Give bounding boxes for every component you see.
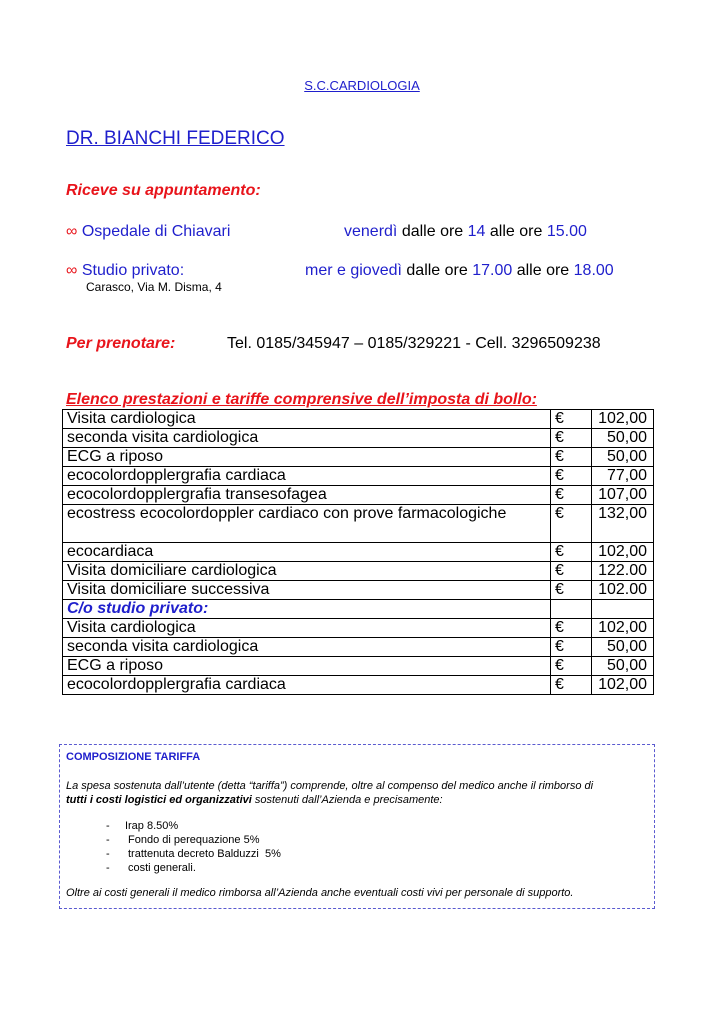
schedule-private <box>305 262 614 280</box>
tariff-list <box>106 819 281 875</box>
table-row <box>63 486 654 505</box>
services-heading: Elenco prestazioni e tariffe comprensive dell’imposta di bollo: <box>66 391 537 408</box>
location-name: Studio privato: <box>81 262 185 279</box>
tariff-intro <box>66 779 646 807</box>
service-price: 102,00 <box>592 676 654 695</box>
euro-symbol: € <box>551 638 592 657</box>
service-price: 102,00 <box>592 410 654 429</box>
service-price: 50,00 <box>592 638 654 657</box>
list-item: - Fondo di perequazione 5% <box>106 834 260 846</box>
tariff-intro-end: sostenuti dall’Azienda e precisamente: <box>251 794 443 806</box>
to-time: 15.00 <box>546 223 587 240</box>
service-name: ecostress ecocolordoppler cardiaco con prove farmacologiche <box>63 505 551 543</box>
euro-symbol: € <box>551 581 592 600</box>
euro-symbol: € <box>551 467 592 486</box>
department-title: S.C.CARDIOLOGIA <box>304 78 420 93</box>
tariff-title: COMPOSIZIONE TARIFFA <box>66 751 201 763</box>
tariff-intro-bold: tutti i costi logistici ed organizzativi <box>66 794 252 806</box>
appointment-heading: Riceve su appuntamento: <box>66 182 261 199</box>
location-name: Ospedale di Chiavari <box>81 223 231 240</box>
from-time: 14 <box>467 223 486 240</box>
to-time: 18.00 <box>573 262 614 279</box>
table-row <box>63 657 654 676</box>
service-name: ecocolordopplergrafia cardiaca <box>63 676 551 695</box>
table-row <box>63 600 654 619</box>
booking-label: Per prenotare: <box>66 335 176 352</box>
location-hospital <box>66 223 230 241</box>
table-row <box>63 467 654 486</box>
service-price: 107,00 <box>592 486 654 505</box>
schedule-days: venerdì <box>344 223 398 240</box>
infinity-bullet-icon: ∞ <box>66 262 78 279</box>
service-name: seconda visita cardiologica <box>63 638 551 657</box>
schedule-hospital <box>344 223 587 241</box>
to-label: alle ore <box>516 262 570 279</box>
euro-symbol: € <box>551 505 592 543</box>
infinity-bullet-icon: ∞ <box>66 223 78 240</box>
euro-symbol: € <box>551 676 592 695</box>
table-row <box>63 619 654 638</box>
euro-symbol: € <box>551 429 592 448</box>
service-price: 102,00 <box>592 543 654 562</box>
service-price: 102,00 <box>592 619 654 638</box>
service-name: ecocolordopplergrafia cardiaca <box>63 467 551 486</box>
euro-symbol: € <box>551 657 592 676</box>
euro-symbol: € <box>551 410 592 429</box>
euro-symbol: € <box>551 562 592 581</box>
euro-symbol: € <box>551 619 592 638</box>
to-label: alle ore <box>489 223 543 240</box>
list-item: - trattenuta decreto Balduzzi 5% <box>106 848 281 860</box>
list-item: - Irap 8.50% <box>106 820 179 832</box>
from-label: dalle ore <box>406 262 468 279</box>
service-name: ecocolordopplergrafia transesofagea <box>63 486 551 505</box>
service-name: Visita domiciliare cardiologica <box>63 562 551 581</box>
location-private <box>66 262 184 280</box>
table-row <box>63 448 654 467</box>
service-name: Visita cardiologica <box>63 410 551 429</box>
table-row <box>63 676 654 695</box>
tariff-intro-text: La spesa sostenuta dall’utente (detta “tariffa”) comprende, oltre al compenso del medico anche il rimborso di <box>66 780 594 792</box>
service-name: seconda visita cardiologica <box>63 429 551 448</box>
table-row <box>63 429 654 448</box>
service-price: 77,00 <box>592 467 654 486</box>
from-time: 17.00 <box>472 262 513 279</box>
service-name: Visita domiciliare successiva <box>63 581 551 600</box>
doctor-name: DR. BIANCHI FEDERICO <box>66 128 285 149</box>
service-price: 102.00 <box>592 581 654 600</box>
euro-symbol: € <box>551 543 592 562</box>
service-price: 50,00 <box>592 429 654 448</box>
table-row <box>63 638 654 657</box>
euro-symbol: € <box>551 448 592 467</box>
service-price: 122.00 <box>592 562 654 581</box>
price-table <box>62 409 654 695</box>
table-row <box>63 543 654 562</box>
private-address: Carasco, Via M. Disma, 4 <box>86 280 222 294</box>
service-price: 50,00 <box>592 657 654 676</box>
from-label: dalle ore <box>401 223 464 240</box>
service-price: 132,00 <box>592 505 654 543</box>
booking-phones: Tel. 0185/345947 – 0185/329221 - Cell. 3296509238 <box>227 335 601 352</box>
service-name: ECG a riposo <box>63 448 551 467</box>
tariff-footer: Oltre ai costi generali il medico rimborsa all’Azienda anche eventuali costi vivi per personale di supporto. <box>66 887 574 899</box>
euro-symbol: € <box>551 486 592 505</box>
service-name: Visita cardiologica <box>63 619 551 638</box>
schedule-days: mer e giovedì <box>305 262 402 279</box>
service-price: 50,00 <box>592 448 654 467</box>
list-item: - costi generali. <box>106 862 196 874</box>
service-name: ecocardiaca <box>63 543 551 562</box>
table-row <box>63 562 654 581</box>
table-row <box>63 505 654 543</box>
service-name: ECG a riposo <box>63 657 551 676</box>
table-row <box>63 581 654 600</box>
table-row <box>63 410 654 429</box>
private-studio-heading: C/o studio privato: <box>63 600 551 619</box>
